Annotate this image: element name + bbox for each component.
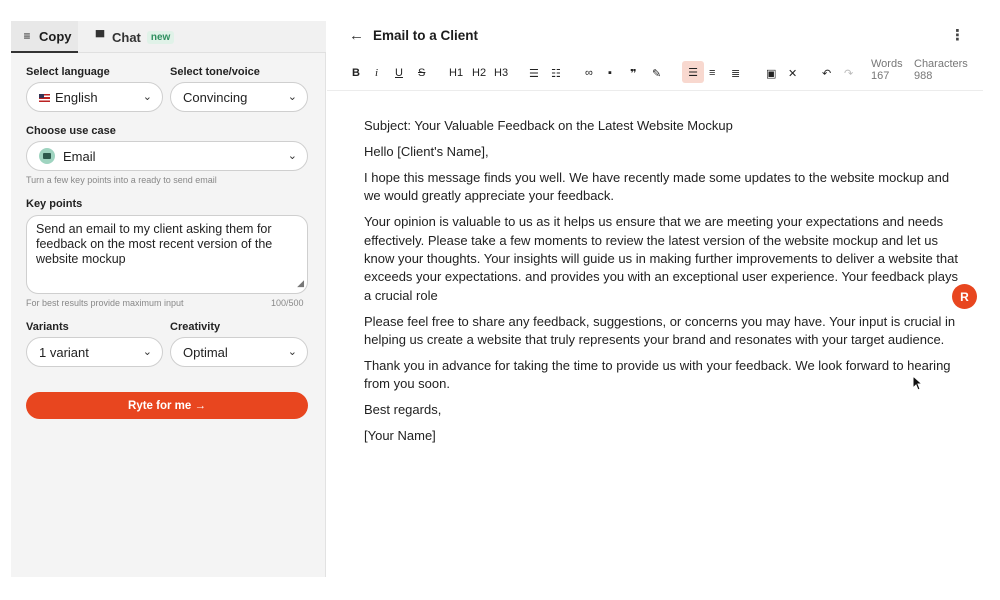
align-center-icon[interactable]: ≡ — [709, 67, 716, 79]
editor-header — [327, 21, 983, 53]
resize-handle-icon[interactable]: ◢ — [297, 278, 304, 288]
key-points-hint: For best results provide maximum input — [26, 298, 184, 308]
paragraph: Your opinion is valuable to us as it helps us ensure that we are meeting your expectations and needs effectively. Please take a few moments to review the latest version of the website mockup and let us know your thoughts. Your insights will guide us in making further improvements to deliver a website that exceeds your expectations. and provides you with an exceptional user experience. Your feedback plays a crucial role — [364, 214, 959, 303]
paragraph: Please feel free to share any feedback, suggestions, or concerns you may have. Your input is crucial in helping us create a website that truly represents your brand and resonates with your target audience. — [364, 313, 956, 348]
key-points-text: Send an email to my client asking them for feedback on the most recent version of the website mockup — [36, 222, 273, 266]
character-counter — [914, 58, 968, 82]
paragraph: Hello [Client's Name], — [364, 143, 489, 159]
document-title: Email to a Client — [373, 28, 479, 43]
document-body[interactable] — [364, 117, 964, 453]
language-value: English — [55, 89, 98, 105]
creativity-select[interactable] — [170, 337, 308, 367]
ryte-for-me-button[interactable]: Ryte for me → — [26, 392, 308, 419]
chat-icon: ▀ — [95, 30, 105, 44]
align-left-icon[interactable]: ☰ — [682, 61, 704, 83]
variants-label: Variants — [26, 321, 69, 333]
use-case-hint: Turn a few key points into a ready to send email — [26, 175, 217, 185]
strikethrough-button[interactable]: S — [418, 67, 426, 79]
heading2-button[interactable]: H2 — [472, 67, 487, 79]
tab-bar — [11, 21, 326, 53]
heading1-button[interactable]: H1 — [449, 67, 464, 79]
key-points-textarea[interactable] — [26, 215, 308, 294]
assistant-avatar[interactable]: R — [952, 284, 977, 309]
language-select[interactable] — [26, 82, 163, 112]
chevron-down-icon: ⌄ — [287, 346, 297, 358]
redo-icon[interactable]: ↷ — [844, 67, 854, 80]
underline-button[interactable]: U — [395, 67, 403, 79]
variants-value: 1 variant — [39, 344, 89, 360]
language-label: Select language — [26, 66, 110, 78]
align-right-icon[interactable]: ≣ — [731, 67, 741, 80]
words-label: Words — [871, 58, 903, 70]
quote-icon[interactable]: ❞ — [630, 67, 637, 80]
chevron-down-icon: ⌄ — [142, 91, 152, 103]
embed-icon[interactable]: ▣ — [766, 67, 777, 80]
variants-select[interactable] — [26, 337, 163, 367]
editor-panel — [327, 21, 983, 577]
paragraph: Subject: Your Valuable Feedback on the Latest Website Mockup — [364, 118, 733, 133]
bullet-list-icon[interactable]: ☰ — [529, 67, 539, 80]
us-flag-icon — [39, 94, 50, 102]
tone-select[interactable] — [170, 82, 308, 112]
creativity-value: Optimal — [183, 344, 228, 360]
chevron-down-icon: ⌄ — [287, 91, 297, 103]
heading3-button[interactable]: H3 — [494, 67, 509, 79]
characters-label: Characters — [914, 58, 968, 70]
image-icon[interactable]: ▪ — [608, 67, 612, 79]
lines-icon: ≡ — [23, 29, 31, 43]
numbered-list-icon[interactable]: ☷ — [551, 67, 561, 80]
more-options-icon[interactable]: ⋮ — [950, 27, 965, 44]
paragraph: Thank you in advance for taking the time to provide us with your feedback. We look forward to hearing from you soon. — [364, 357, 951, 392]
key-points-label: Key points — [26, 198, 83, 210]
use-case-select[interactable] — [26, 141, 308, 171]
tab-chat-label: Chat — [112, 29, 141, 45]
chevron-down-icon: ⌄ — [142, 346, 152, 358]
app-window — [11, 21, 983, 577]
tab-chat[interactable] — [91, 21, 174, 53]
use-case-label: Choose use case — [26, 125, 116, 137]
back-arrow-icon[interactable]: ← — [349, 27, 364, 44]
tone-value: Convincing — [183, 89, 248, 105]
bold-button[interactable]: B — [352, 67, 360, 79]
tab-copy[interactable] — [11, 21, 78, 53]
words-value: 167 — [871, 70, 890, 82]
new-badge: new — [147, 31, 174, 44]
link-icon[interactable]: ∞ — [585, 67, 593, 79]
highlight-pen-icon[interactable]: ✎ — [652, 67, 662, 80]
use-case-value: Email — [63, 148, 96, 164]
clear-format-icon[interactable]: ✕ — [788, 67, 798, 80]
paragraph: I hope this message finds you well. We have recently made some updates to the website mockup and we would greatly appreciate your feedback. — [364, 169, 950, 204]
key-points-count: 100/500 — [271, 298, 304, 308]
paragraph: Best regards, — [364, 402, 442, 418]
word-counter — [871, 58, 903, 82]
chevron-down-icon: ⌄ — [287, 150, 297, 162]
email-icon — [39, 148, 55, 164]
undo-icon[interactable]: ↶ — [822, 67, 832, 80]
mouse-cursor-icon — [912, 375, 922, 391]
creativity-label: Creativity — [170, 321, 221, 333]
tab-copy-label: Copy — [39, 28, 72, 44]
paragraph: [Your Name] — [364, 428, 436, 444]
characters-value: 988 — [914, 70, 933, 82]
tone-label: Select tone/voice — [170, 66, 260, 78]
formatting-toolbar — [327, 54, 983, 91]
italic-button[interactable]: i — [375, 67, 379, 79]
left-panel — [11, 21, 326, 577]
